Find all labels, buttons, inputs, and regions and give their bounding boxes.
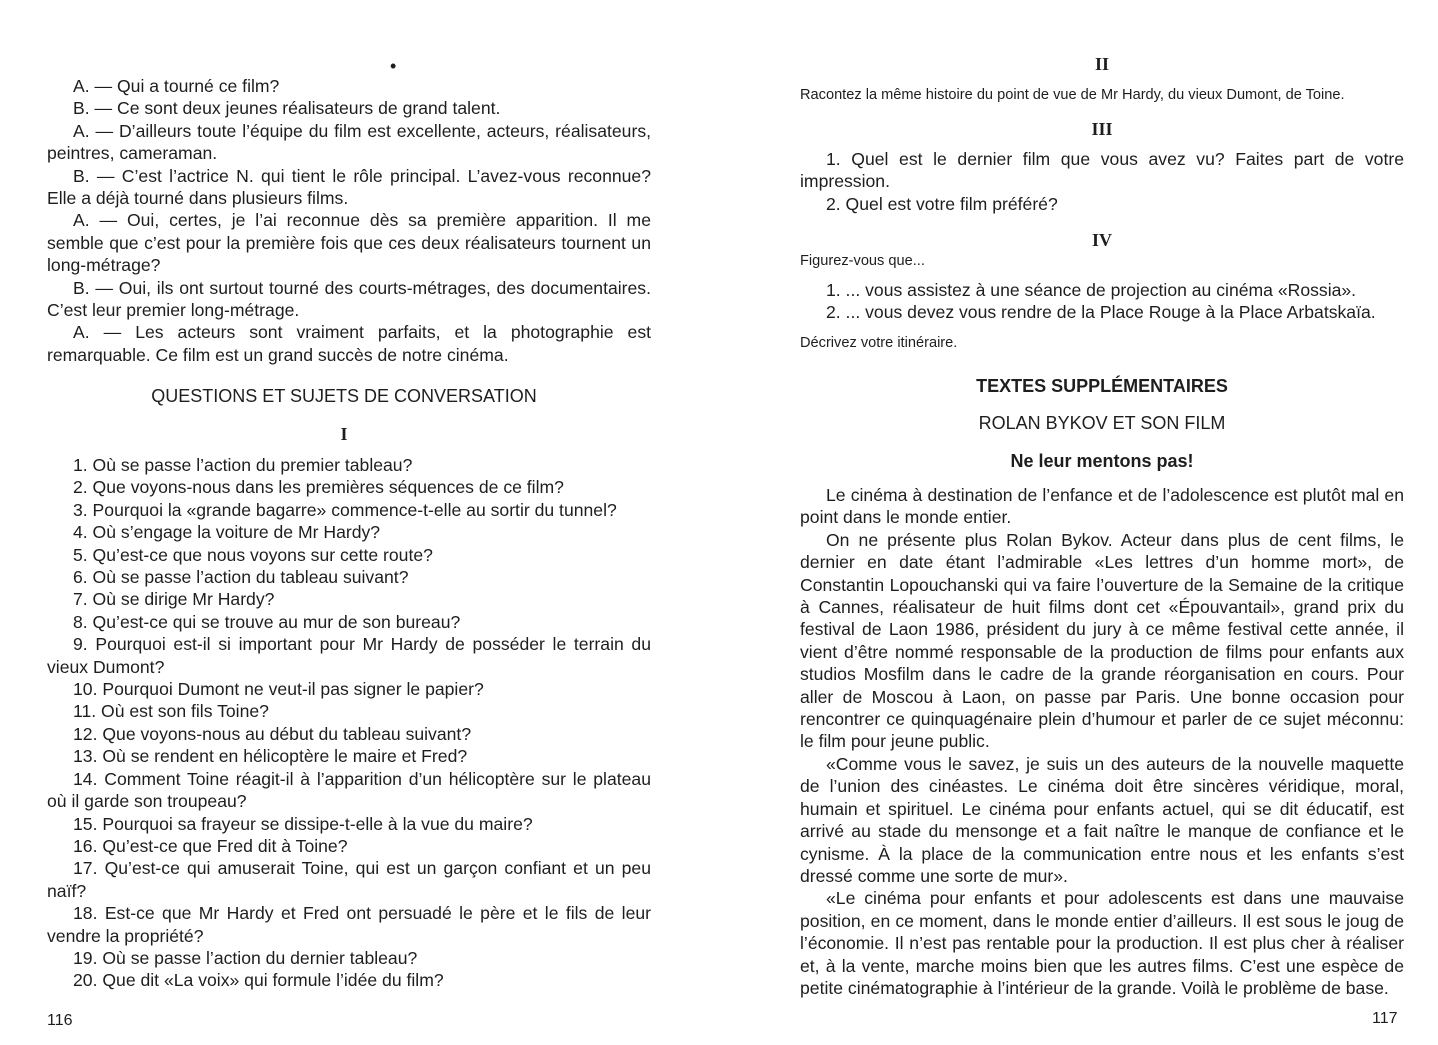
bullet-mark: • <box>390 56 397 76</box>
question-item: 8. Qu’est-ce qui se trouve au mur de son bureau? <box>73 611 461 632</box>
article-paragraph: On ne présente plus Rolan Bykov. Acteur dans plus de cent films, le dernier en date étant l’admirable «Les lettres d’un homme mort», de Constantin Lopouchanski qui va faire l’ouverture de la Semaine de la critique à Cannes, réalisateur de huit films dont cet «Épouvantail», grand prix du festival de Laon 1986, président du jury à ce même festival cette année, il vient d’être nommé responsable de la production de films pour enfants aux studios Mosfilm dans le cadre de la grande réorganisation en cours. Pour aller de Moscou à Laon, on passe par Paris. Une bonne occasion pour rencontrer ce quinquagénaire plein d’humour et parler de ce sujet méconnu: le film pour jeune public. <box>800 529 1404 752</box>
question-item: 17. Qu’est-ce qui amuserait Toine, qui est un garçon confiant et un peu naïf? <box>47 858 651 901</box>
question-item: 6. Où se passe l’action du tableau suivant? <box>73 567 409 588</box>
article-paragraph: «Le cinéma pour enfants et pour adolescents est dans une mauvaise position, en ce moment, dans le monde entier d’ailleurs. Il est sous le joug de l’économie. Il n’est pas rentable pour la production. Il est plus cher à réaliser et, à la vente, marche moins bien que les autres films. C’est une espèce de petite cinématographie à l’intérieur de la grande. Voilà le problème de base. <box>800 888 1404 998</box>
question-item: 7. Où se dirige Mr Hardy? <box>73 589 275 610</box>
article-title: ROLAN BYKOV ET SON FILM <box>978 413 1226 433</box>
roman-heading-iii: III <box>1091 119 1113 139</box>
section-title: QUESTIONS ET SUJETS DE CONVERSATION <box>151 386 537 406</box>
section-4-intro: Figurez-vous que... <box>800 253 925 269</box>
supplementary-title: TEXTES SUPPLÉMENTAIRES <box>976 376 1228 396</box>
section-4-item: 1. ... vous assistez à une séance de projection au cinéma «Rossia». <box>826 280 1357 300</box>
dialogue-line: A. — Oui, certes, je l’ai reconnue dès sa première apparition. Il me semble que c’est pour la première fois que ces deux réalisateurs tournent un long-métrage? <box>47 210 651 276</box>
dialogue-line: B. — Ce sont deux jeunes réalisateurs de grand talent. <box>73 98 501 119</box>
page-number-left: 116 <box>47 1012 73 1029</box>
dialogue-line: A. — Qui a tourné ce film? <box>73 76 280 96</box>
question-item: 3. Pourquoi la «grande bagarre» commence-t-elle au sortir du tunnel? <box>73 499 617 520</box>
section-2-instruction: Racontez la même histoire du point de vue de Mr Hardy, du vieux Dumont, de Toine. <box>800 87 1345 103</box>
article-subtitle: Ne leur mentons pas! <box>1010 451 1194 471</box>
article-body <box>800 484 1404 999</box>
question-item: 9. Pourquoi est-il si important pour Mr Hardy de posséder le terrain du vieux Dumont? <box>47 634 651 677</box>
question-item: 15. Pourquoi sa frayeur se dissipe-t-elle à la vue du maire? <box>73 813 533 834</box>
dialogue-line: A. — D’ailleurs toute l’équipe du film est excellente, acteurs, réalisateurs, peintres, cameraman. <box>47 120 651 164</box>
question-item: 10. Pourquoi Dumont ne veut-il pas signer le papier? <box>73 679 484 700</box>
question-item: 19. Où se passe l’action du dernier tableau? <box>73 947 418 968</box>
section-4-item: 2. ... vous devez vous rendre de la Place Rouge à la Place Arbatskaïa. <box>826 302 1376 323</box>
article-paragraph: «Comme vous le savez, je suis un des auteurs de la nouvelle maquette de l’union des cinéastes. Le cinéma doit être sincères véridique, moral, humain et spirituel. Le cinéma pour enfants actuel, qui se dit éducatif, est arrivé au stade du mensonge et a fait naître le manque de confiance et le cynisme. À la place de la communication entre nous et les enfants s’est dressé comme une sorte de mur». <box>800 753 1404 886</box>
section-4-list <box>800 279 1404 324</box>
dialogue-block <box>47 75 651 366</box>
section-3-list <box>800 148 1404 215</box>
question-item: 13. Où se rendent en hélicoptère le maire et Fred? <box>73 746 468 767</box>
question-item: 1. Où se passe l’action du premier tableau? <box>73 455 413 475</box>
question-item: 16. Qu’est-ce que Fred dit à Toine? <box>73 835 348 856</box>
dialogue-line: B. — Oui, ils ont surtout tourné des courts-métrages, des documentaires. C’est leur premier long-métrage. <box>47 277 651 321</box>
roman-heading-i: I <box>340 424 348 444</box>
question-item: 20. Que dit «La voix» qui formule l’idée du film? <box>73 970 444 991</box>
dialogue-line: B. — C’est l’actrice N. qui tient le rôle principal. L’avez-vous reconnue? Elle a déjà tourné dans plusieurs films. <box>47 165 651 209</box>
question-item: 4. Où s’engage la voiture de Mr Hardy? <box>73 522 381 543</box>
roman-heading-iv: IV <box>1091 230 1112 250</box>
question-item: 18. Est-ce que Mr Hardy et Fred ont persuadé le père et le fils de leur vendre la propriété? <box>47 903 651 946</box>
questions-list <box>47 454 651 992</box>
section-3-item: 2. Quel est votre film préféré? <box>826 193 1058 214</box>
roman-heading-ii: II <box>1094 54 1109 74</box>
page-number-right: 117 <box>1372 1010 1398 1027</box>
question-item: 2. Que voyons-nous dans les premières séquences de ce film? <box>73 477 564 498</box>
question-item: 12. Que voyons-nous au début du tableau suivant? <box>73 723 472 744</box>
section-4-outro: Décrivez votre itinéraire. <box>800 335 958 351</box>
question-item: 11. Où est son fils Toine? <box>73 701 269 722</box>
dialogue-line: A. — Les acteurs sont vraiment parfaits, et la photographie est remarquable. Ce film est un grand succès de notre cinéma. <box>47 322 651 365</box>
section-3-item: 1. Quel est le dernier film que vous avez vu? Faites part de votre impression. <box>800 149 1404 192</box>
article-paragraph: Le cinéma à destination de l’enfance et de l’adolescence est plutôt mal en point dans le monde entier. <box>800 485 1404 528</box>
question-item: 14. Comment Toine réagit-il à l’apparition d’un hélicoptère sur le plateau où il garde son troupeau? <box>47 768 651 812</box>
question-item: 5. Qu’est-ce que nous voyons sur cette route? <box>73 544 433 565</box>
